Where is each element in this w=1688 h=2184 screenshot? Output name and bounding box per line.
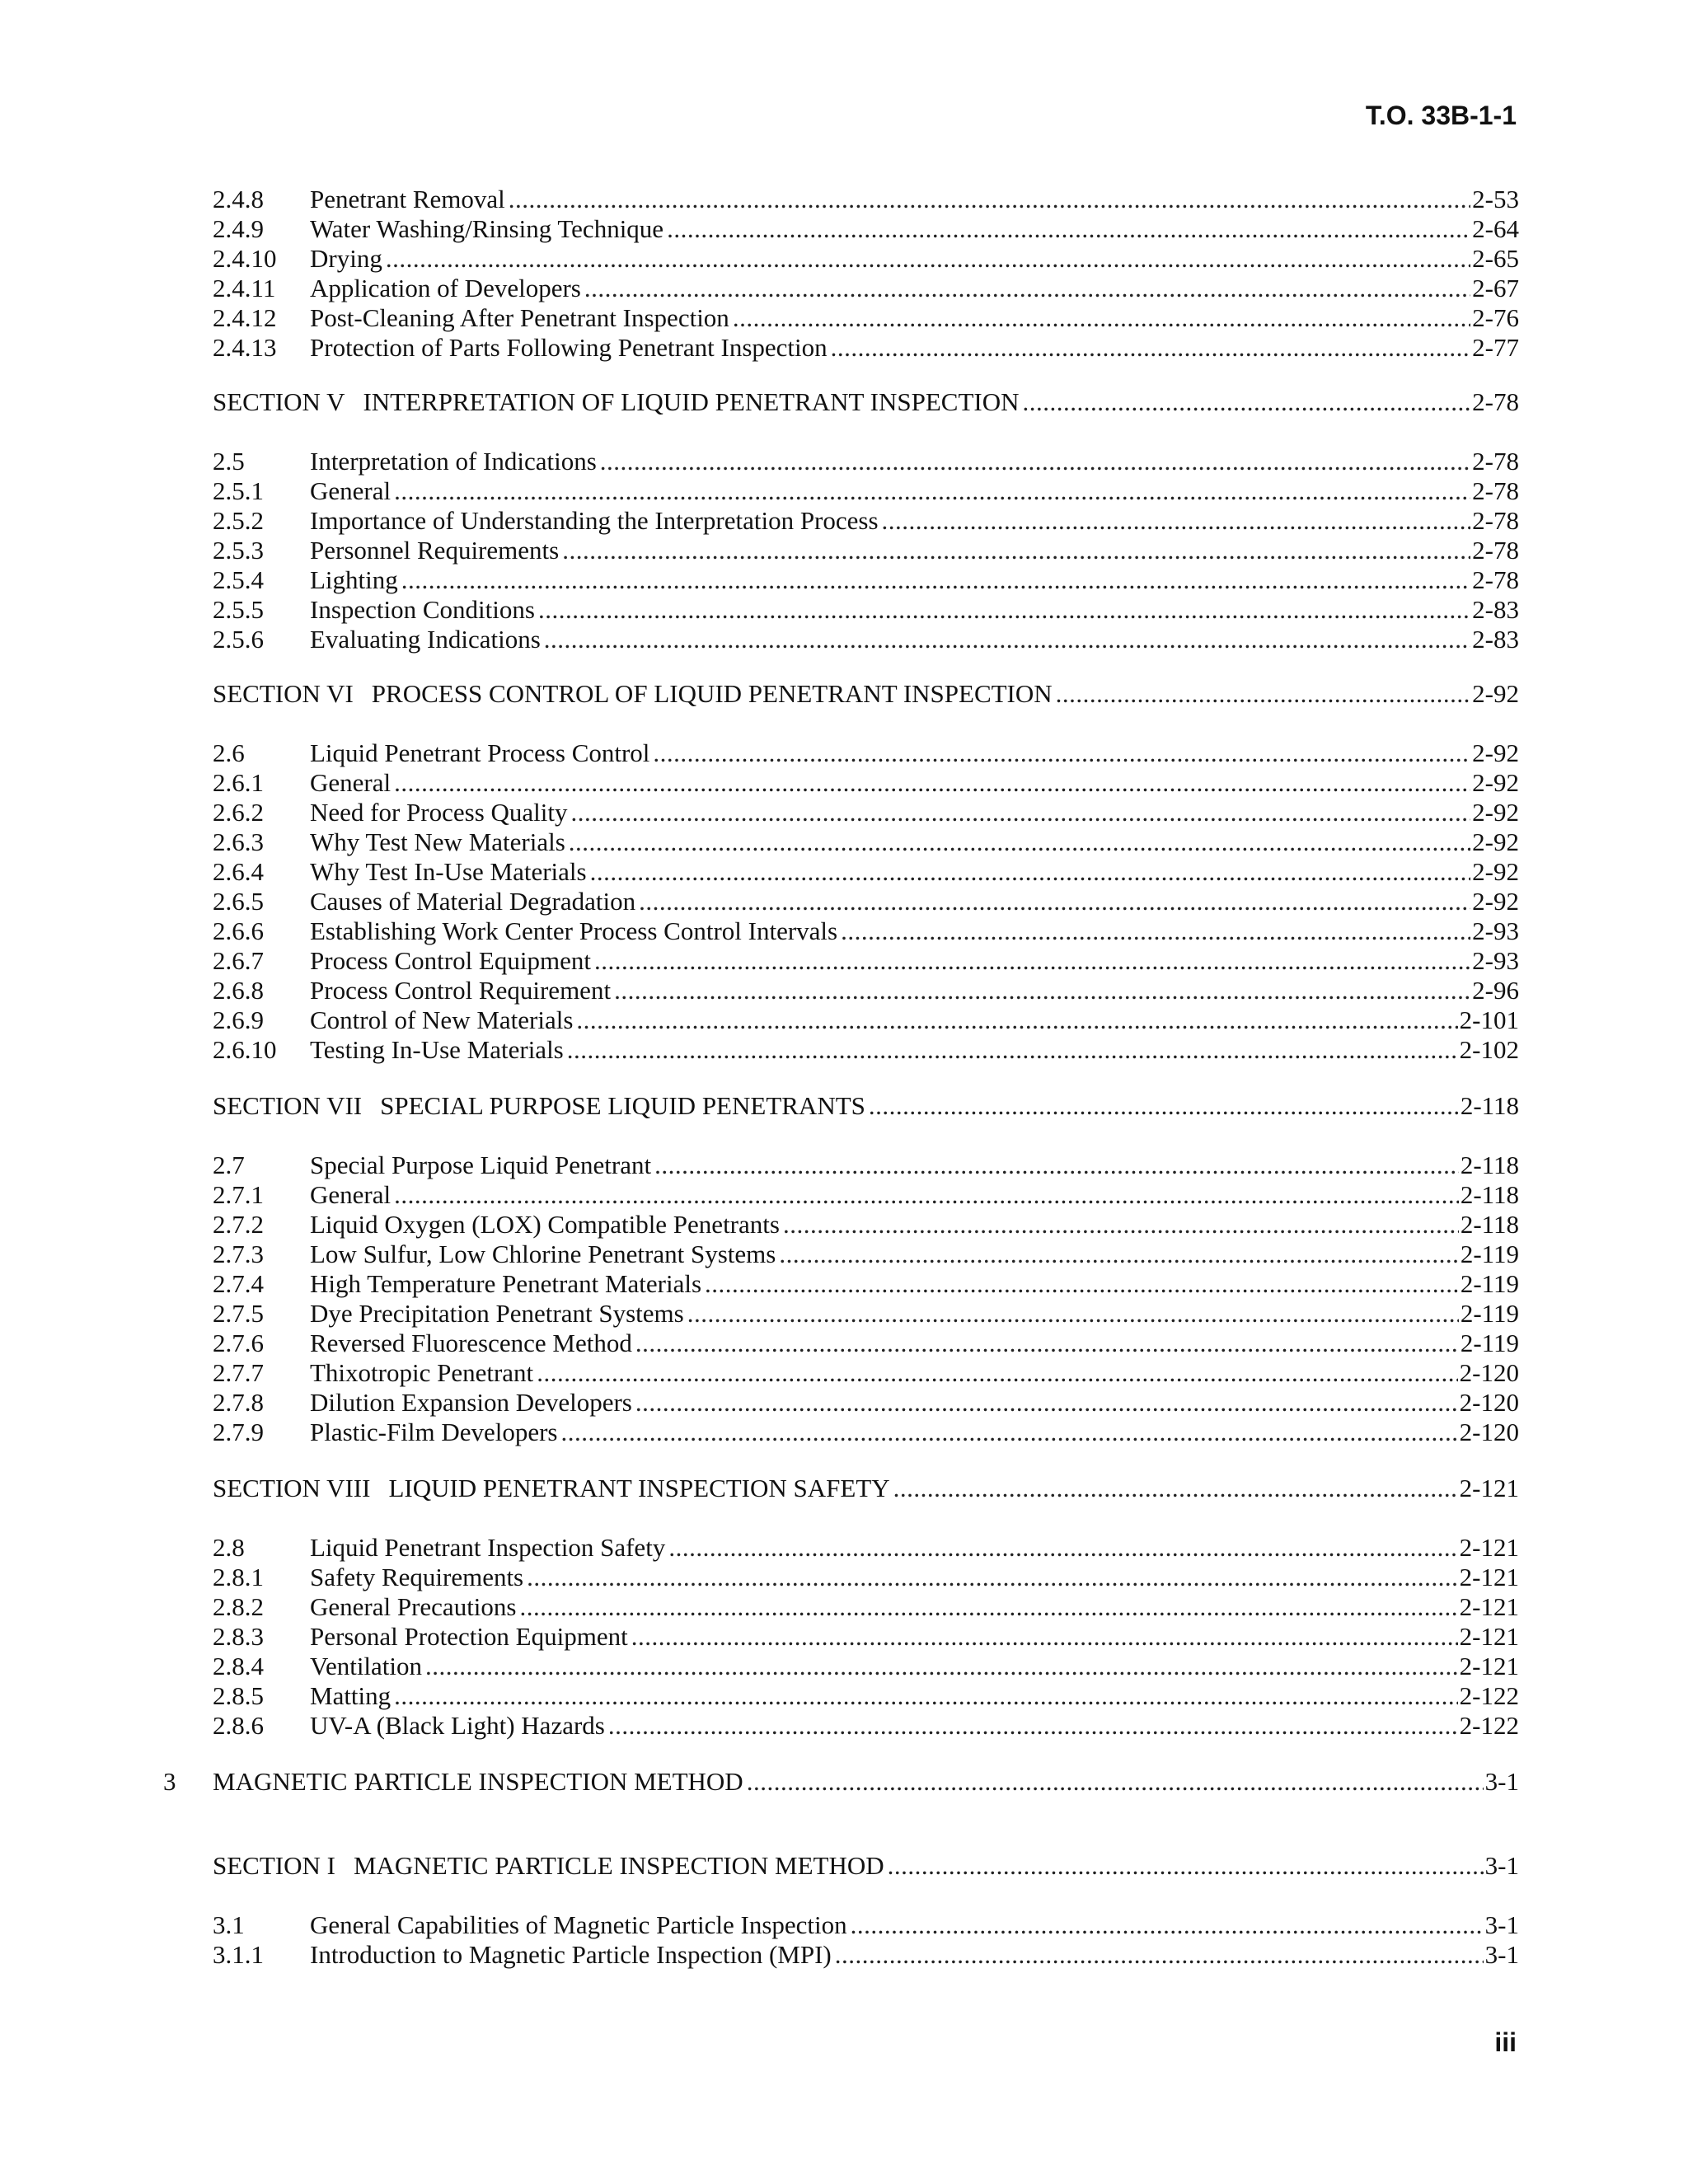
toc-entry[interactable]	[0, 738, 1688, 768]
toc-entry-number: 2.8.2	[213, 1592, 264, 1621]
dot-leader	[594, 946, 1470, 976]
toc-entry-number: 2.8.1	[213, 1563, 264, 1591]
dot-leader	[544, 625, 1470, 654]
toc-entry-page: 2-78	[1472, 476, 1519, 505]
toc-entry-page: 2-102	[1459, 1035, 1519, 1064]
toc-entry-title: General	[310, 1180, 392, 1209]
toc-entry-page: 2-83	[1472, 595, 1519, 624]
dot-leader	[537, 1358, 1457, 1388]
toc-entry-page: 2-92	[1472, 887, 1519, 916]
toc-entry-title: Liquid Oxygen (LOX) Compatible Penetrants	[310, 1210, 780, 1239]
dot-leader	[567, 1035, 1458, 1065]
toc-entry-page: 2-78	[1472, 506, 1519, 535]
dot-leader	[635, 1388, 1458, 1418]
dot-leader	[527, 1563, 1458, 1592]
toc-entry[interactable]	[0, 976, 1688, 1005]
toc-entry[interactable]	[0, 1180, 1688, 1210]
toc-entry-number: 2.7	[213, 1151, 245, 1179]
dot-leader	[600, 447, 1470, 476]
toc-entry-title: Need for Process Quality	[310, 798, 568, 827]
toc-section-v[interactable]	[0, 387, 1688, 417]
toc-entry[interactable]	[0, 565, 1688, 595]
toc-entry[interactable]	[0, 1269, 1688, 1299]
toc-entry[interactable]	[0, 827, 1688, 857]
toc-entry[interactable]	[0, 274, 1688, 303]
toc-entry-number: 2.7.5	[213, 1299, 264, 1328]
toc-entry-number: 2.8.3	[213, 1622, 264, 1651]
toc-entry-number: 2.4.12	[213, 303, 277, 332]
toc-entry-title: High Temperature Penetrant Materials	[310, 1269, 702, 1298]
toc-entry[interactable]	[0, 1652, 1688, 1681]
toc-entry-title: Causes of Material Degradation	[310, 887, 636, 916]
toc-entry-title: Plastic-Film Developers	[310, 1418, 558, 1446]
toc-entry[interactable]	[0, 303, 1688, 333]
toc-entry[interactable]	[0, 768, 1688, 798]
toc-entry-title: Process Control Equipment	[310, 946, 591, 975]
toc-entry-page: 2-119	[1460, 1329, 1519, 1357]
toc-entry-title: Application of Developers	[310, 274, 581, 302]
toc-entry[interactable]	[0, 506, 1688, 536]
section-label: SECTION VIII	[213, 1474, 371, 1502]
toc-entry[interactable]	[0, 1005, 1688, 1035]
toc-entry-number: 2.4.9	[213, 214, 264, 243]
toc-entry-page: 2-121	[1459, 1533, 1519, 1562]
toc-entry-page: 2-119	[1460, 1269, 1519, 1298]
toc-entry[interactable]	[0, 1940, 1688, 1970]
dot-leader	[571, 798, 1471, 827]
toc-entry[interactable]	[0, 595, 1688, 625]
toc-entry-title: General Capabilities of Magnetic Particle Inspection	[310, 1910, 847, 1939]
toc-section-vi[interactable]	[0, 679, 1688, 709]
toc-entry-number: 2.4.13	[213, 333, 277, 362]
toc-entry-number: 2.6.1	[213, 768, 264, 797]
toc-entry-title: Personal Protection Equipment	[310, 1622, 628, 1651]
toc-entry-number: 2.6.5	[213, 887, 264, 916]
section-title: SPECIAL PURPOSE LIQUID PENETRANTS	[380, 1091, 865, 1120]
toc-entry-page: 2-118	[1460, 1091, 1519, 1120]
toc-entry-number: 2.4.11	[213, 274, 276, 302]
dot-leader	[705, 1269, 1459, 1299]
dot-leader	[779, 1240, 1459, 1269]
toc-entry-page: 3-1	[1484, 1940, 1519, 1969]
toc-entry-title: Importance of Understanding the Interpretation Process	[310, 506, 879, 535]
dot-leader	[576, 1005, 1457, 1035]
section-label: SECTION VI	[213, 679, 354, 708]
toc-entry[interactable]	[0, 1388, 1688, 1418]
toc-entry-number: 2.8.5	[213, 1681, 264, 1710]
section-title: INTERPRETATION OF LIQUID PENETRANT INSPECTION	[363, 387, 1020, 416]
toc-entry[interactable]	[0, 244, 1688, 274]
toc-entry-number: 2.5.2	[213, 506, 264, 535]
dot-leader	[538, 595, 1470, 625]
toc-entry[interactable]	[0, 447, 1688, 476]
toc-section-i[interactable]	[0, 1851, 1688, 1881]
dot-leader	[394, 1681, 1458, 1711]
toc-entry-title: Control of New Materials	[310, 1005, 574, 1034]
dot-leader	[394, 476, 1470, 506]
toc-entry-page: 3-1	[1484, 1851, 1519, 1880]
toc-entry[interactable]	[0, 1533, 1688, 1563]
dot-leader	[733, 303, 1470, 333]
toc-entry[interactable]	[0, 1910, 1688, 1940]
toc-entry[interactable]	[0, 1299, 1688, 1329]
dot-leader	[667, 214, 1470, 244]
dot-leader	[783, 1210, 1459, 1240]
toc-entry[interactable]	[0, 1681, 1688, 1711]
toc-entry-number: 2.7.8	[213, 1388, 264, 1417]
dot-leader	[386, 244, 1470, 274]
dot-leader	[590, 857, 1471, 887]
toc-entry-number: 2.6.4	[213, 857, 264, 886]
toc-entry[interactable]	[0, 887, 1688, 916]
toc-entry-number: 2.6.2	[213, 798, 264, 827]
toc-entry-number: 3.1.1	[213, 1940, 264, 1969]
chapter-title: MAGNETIC PARTICLE INSPECTION METHOD	[213, 1767, 743, 1796]
toc-entry-number: 2.7.9	[213, 1418, 264, 1446]
dot-leader	[639, 887, 1470, 916]
toc-entry-title: Safety Requirements	[310, 1563, 524, 1591]
toc-entry-page: 2-120	[1459, 1418, 1519, 1446]
toc-entry-title: Thixotropic Penetrant	[310, 1358, 534, 1387]
toc-entry-number: 2.7.4	[213, 1269, 264, 1298]
toc-entry-page: 2-77	[1472, 333, 1519, 362]
toc-entry-page: 2-122	[1459, 1681, 1519, 1710]
toc-entry-title: UV-A (Black Light) Hazards	[310, 1711, 605, 1740]
toc-entry-page: 2-120	[1459, 1358, 1519, 1387]
toc-entry-title: Lighting	[310, 565, 398, 594]
toc-entry[interactable]	[0, 946, 1688, 976]
dot-leader	[888, 1851, 1484, 1881]
dot-leader	[519, 1592, 1457, 1622]
toc-entry-page: 2-92	[1472, 798, 1519, 827]
toc-entry-title: Interpretation of Indications	[310, 447, 597, 476]
document-id: T.O. 33B-1-1	[1365, 101, 1517, 130]
toc-entry-number: 2.7.2	[213, 1210, 264, 1239]
toc-entry-number: 2.5.5	[213, 595, 264, 624]
dot-leader	[1056, 679, 1471, 709]
toc-entry-page: 2-93	[1472, 946, 1519, 975]
toc-entry[interactable]	[0, 1210, 1688, 1240]
toc-entry-page: 2-65	[1472, 244, 1519, 273]
toc-entry-page: 2-118	[1460, 1210, 1519, 1239]
page-number: iii	[1494, 2027, 1517, 2057]
section-label: SECTION I	[213, 1851, 335, 1880]
toc-entry-page: 2-120	[1459, 1388, 1519, 1417]
toc-entry-number: 2.5	[213, 447, 245, 476]
toc-entry-number: 2.5.4	[213, 565, 264, 594]
toc-entry-number: 2.6.8	[213, 976, 264, 1005]
toc-entry-page: 2-78	[1472, 387, 1519, 416]
dot-leader	[394, 768, 1470, 798]
toc-entry-title: Drying	[310, 244, 382, 273]
toc-entry[interactable]	[0, 1240, 1688, 1269]
toc-entry[interactable]	[0, 1358, 1688, 1388]
dot-leader	[831, 333, 1471, 363]
section-title: MAGNETIC PARTICLE INSPECTION METHOD	[353, 1851, 884, 1880]
toc-entry-title: Dye Precipitation Penetrant Systems	[310, 1299, 684, 1328]
toc-entry-number: 2.7.7	[213, 1358, 264, 1387]
toc-entry-title: Liquid Penetrant Inspection Safety	[310, 1533, 666, 1562]
dot-leader	[841, 916, 1470, 946]
toc-entry[interactable]	[0, 1418, 1688, 1447]
toc-chapter-3[interactable]	[0, 1767, 1688, 1797]
toc-entry-page: 2-93	[1472, 916, 1519, 945]
toc-entry-page: 2-76	[1472, 303, 1519, 332]
toc-entry-number: 2.8.4	[213, 1652, 264, 1680]
toc-entry[interactable]	[0, 1622, 1688, 1652]
toc-entry[interactable]	[0, 476, 1688, 506]
toc-entry-page: 2-92	[1472, 738, 1519, 767]
toc-entry-page: 3-1	[1484, 1767, 1519, 1796]
dot-leader	[687, 1299, 1459, 1329]
dot-leader	[569, 827, 1470, 857]
toc-entry[interactable]	[0, 625, 1688, 654]
toc-entry-title: Process Control Requirement	[310, 976, 612, 1005]
toc-entry-title: Dilution Expansion Developers	[310, 1388, 632, 1417]
toc-entry-page: 2-83	[1472, 625, 1519, 654]
section-label: SECTION V	[213, 387, 345, 416]
dot-leader	[608, 1711, 1458, 1741]
toc-entry-page: 2-121	[1459, 1622, 1519, 1651]
toc-entry-title: Ventilation	[310, 1652, 423, 1680]
dot-leader	[851, 1910, 1484, 1940]
dot-leader	[1023, 387, 1471, 417]
toc-entry-title: Why Test New Materials	[310, 827, 565, 856]
toc-entry-title: Introduction to Magnetic Particle Inspection (MPI)	[310, 1940, 832, 1969]
section-title: LIQUID PENETRANT INSPECTION SAFETY	[388, 1474, 890, 1502]
toc-entry-title: Water Washing/Rinsing Technique	[310, 214, 664, 243]
dot-leader	[747, 1767, 1484, 1797]
toc-entry-page: 2-121	[1459, 1592, 1519, 1621]
toc-entry[interactable]	[0, 798, 1688, 827]
dot-leader	[401, 565, 1470, 595]
toc-entry-number: 2.5.6	[213, 625, 264, 654]
toc-entry-page: 2-122	[1459, 1711, 1519, 1740]
toc-entry[interactable]	[0, 214, 1688, 244]
toc-entry-number: 2.6.3	[213, 827, 264, 856]
dot-leader	[394, 1180, 1459, 1210]
toc-entry-number: 2.6.10	[213, 1035, 277, 1064]
dot-leader	[425, 1652, 1458, 1681]
toc-entry-page: 2-119	[1460, 1299, 1519, 1328]
toc-entry-title: Low Sulfur, Low Chlorine Penetrant Systems	[310, 1240, 776, 1268]
toc-entry-title: General	[310, 768, 392, 797]
toc-entry-number: 2.5.3	[213, 536, 264, 565]
dot-leader	[893, 1474, 1458, 1503]
dot-leader	[584, 274, 1470, 303]
section-label: SECTION VII	[213, 1091, 363, 1120]
toc-entry-title: Protection of Parts Following Penetrant Inspection	[310, 333, 828, 362]
toc-entry-page: 2-78	[1472, 565, 1519, 594]
toc-entry-number: 2.6.6	[213, 916, 264, 945]
toc-entry-number: 2.7.1	[213, 1180, 264, 1209]
toc-entry-title: Special Purpose Liquid Penetrant	[310, 1151, 652, 1179]
toc-entry[interactable]	[0, 1329, 1688, 1358]
toc-entry-number: 2.4.8	[213, 185, 264, 213]
toc-entry[interactable]	[0, 1151, 1688, 1180]
toc-entry-page: 2-101	[1459, 1005, 1519, 1034]
dot-leader	[509, 185, 1470, 214]
toc-entry-number: 2.6.9	[213, 1005, 264, 1034]
toc-entry-number: 3.1	[213, 1910, 245, 1939]
toc-entry-title: General	[310, 476, 392, 505]
toc-entry-number: 2.7.3	[213, 1240, 264, 1268]
toc-section-vii[interactable]	[0, 1091, 1688, 1121]
toc-entry-title: General Precautions	[310, 1592, 517, 1621]
toc-entry-title: Establishing Work Center Process Control Intervals	[310, 916, 838, 945]
dot-leader	[653, 738, 1470, 768]
toc-entry-page: 2-121	[1459, 1652, 1519, 1680]
toc-entry[interactable]	[0, 1563, 1688, 1592]
toc-entry-page: 2-92	[1472, 679, 1519, 708]
toc-entry-page: 2-121	[1459, 1474, 1519, 1502]
toc-entry[interactable]	[0, 857, 1688, 887]
toc-entry-title: Matting	[310, 1681, 392, 1710]
toc-entry-title: Penetrant Removal	[310, 185, 505, 213]
toc-entry-number: 2.6	[213, 738, 245, 767]
toc-entry-title: Reversed Fluorescence Method	[310, 1329, 632, 1357]
toc-entry[interactable]	[0, 333, 1688, 363]
toc-entry-title: Liquid Penetrant Process Control	[310, 738, 650, 767]
section-title: PROCESS CONTROL OF LIQUID PENETRANT INSPECTION	[371, 679, 1053, 708]
toc-entry-page: 2-64	[1472, 214, 1519, 243]
toc-entry[interactable]	[0, 1035, 1688, 1065]
toc-entry-number: 2.8	[213, 1533, 245, 1562]
toc-entry[interactable]	[0, 1592, 1688, 1622]
toc-entry-page: 2-92	[1472, 768, 1519, 797]
toc-entry-number: 2.5.1	[213, 476, 264, 505]
toc-entry-page: 2-121	[1459, 1563, 1519, 1591]
toc-entry-page: 3-1	[1484, 1910, 1519, 1939]
toc-entry-page: 2-67	[1472, 274, 1519, 302]
dot-leader	[869, 1091, 1459, 1121]
dot-leader	[560, 1418, 1457, 1447]
toc-entry-page: 2-92	[1472, 857, 1519, 886]
toc-entry[interactable]	[0, 185, 1688, 214]
toc-entry[interactable]	[0, 1711, 1688, 1741]
toc-entry-number: 2.8.6	[213, 1711, 264, 1740]
toc-entry-title: Inspection Conditions	[310, 595, 535, 624]
toc-entry-title: Why Test In-Use Materials	[310, 857, 587, 886]
toc-entry-page: 2-78	[1472, 447, 1519, 476]
toc-entry-title: Post-Cleaning After Penetrant Inspection	[310, 303, 729, 332]
toc-entry[interactable]	[0, 916, 1688, 946]
toc-entry[interactable]	[0, 536, 1688, 565]
toc-entry-number: 2.6.7	[213, 946, 264, 975]
toc-entry-page: 2-96	[1472, 976, 1519, 1005]
toc-section-viii[interactable]	[0, 1474, 1688, 1503]
toc-entry-page: 2-118	[1460, 1180, 1519, 1209]
toc-entry-page: 2-92	[1472, 827, 1519, 856]
toc-entry-page: 2-53	[1472, 185, 1519, 213]
toc-entry-title: Personnel Requirements	[310, 536, 560, 565]
toc-entry-page: 2-78	[1472, 536, 1519, 565]
dot-leader	[882, 506, 1471, 536]
dot-leader	[631, 1622, 1458, 1652]
dot-leader	[668, 1533, 1457, 1563]
toc-entry-page: 2-119	[1460, 1240, 1519, 1268]
dot-leader	[835, 1940, 1484, 1970]
dot-leader	[654, 1151, 1459, 1180]
toc-entry-number: 2.4.10	[213, 244, 277, 273]
dot-leader	[635, 1329, 1459, 1358]
toc-entry-number: 2.7.6	[213, 1329, 264, 1357]
dot-leader	[562, 536, 1470, 565]
toc-entry-page: 2-118	[1460, 1151, 1519, 1179]
dot-leader	[614, 976, 1470, 1005]
chapter-number: 3	[163, 1767, 176, 1796]
toc-entry-title: Evaluating Indications	[310, 625, 541, 654]
toc-entry-title: Testing In-Use Materials	[310, 1035, 564, 1064]
